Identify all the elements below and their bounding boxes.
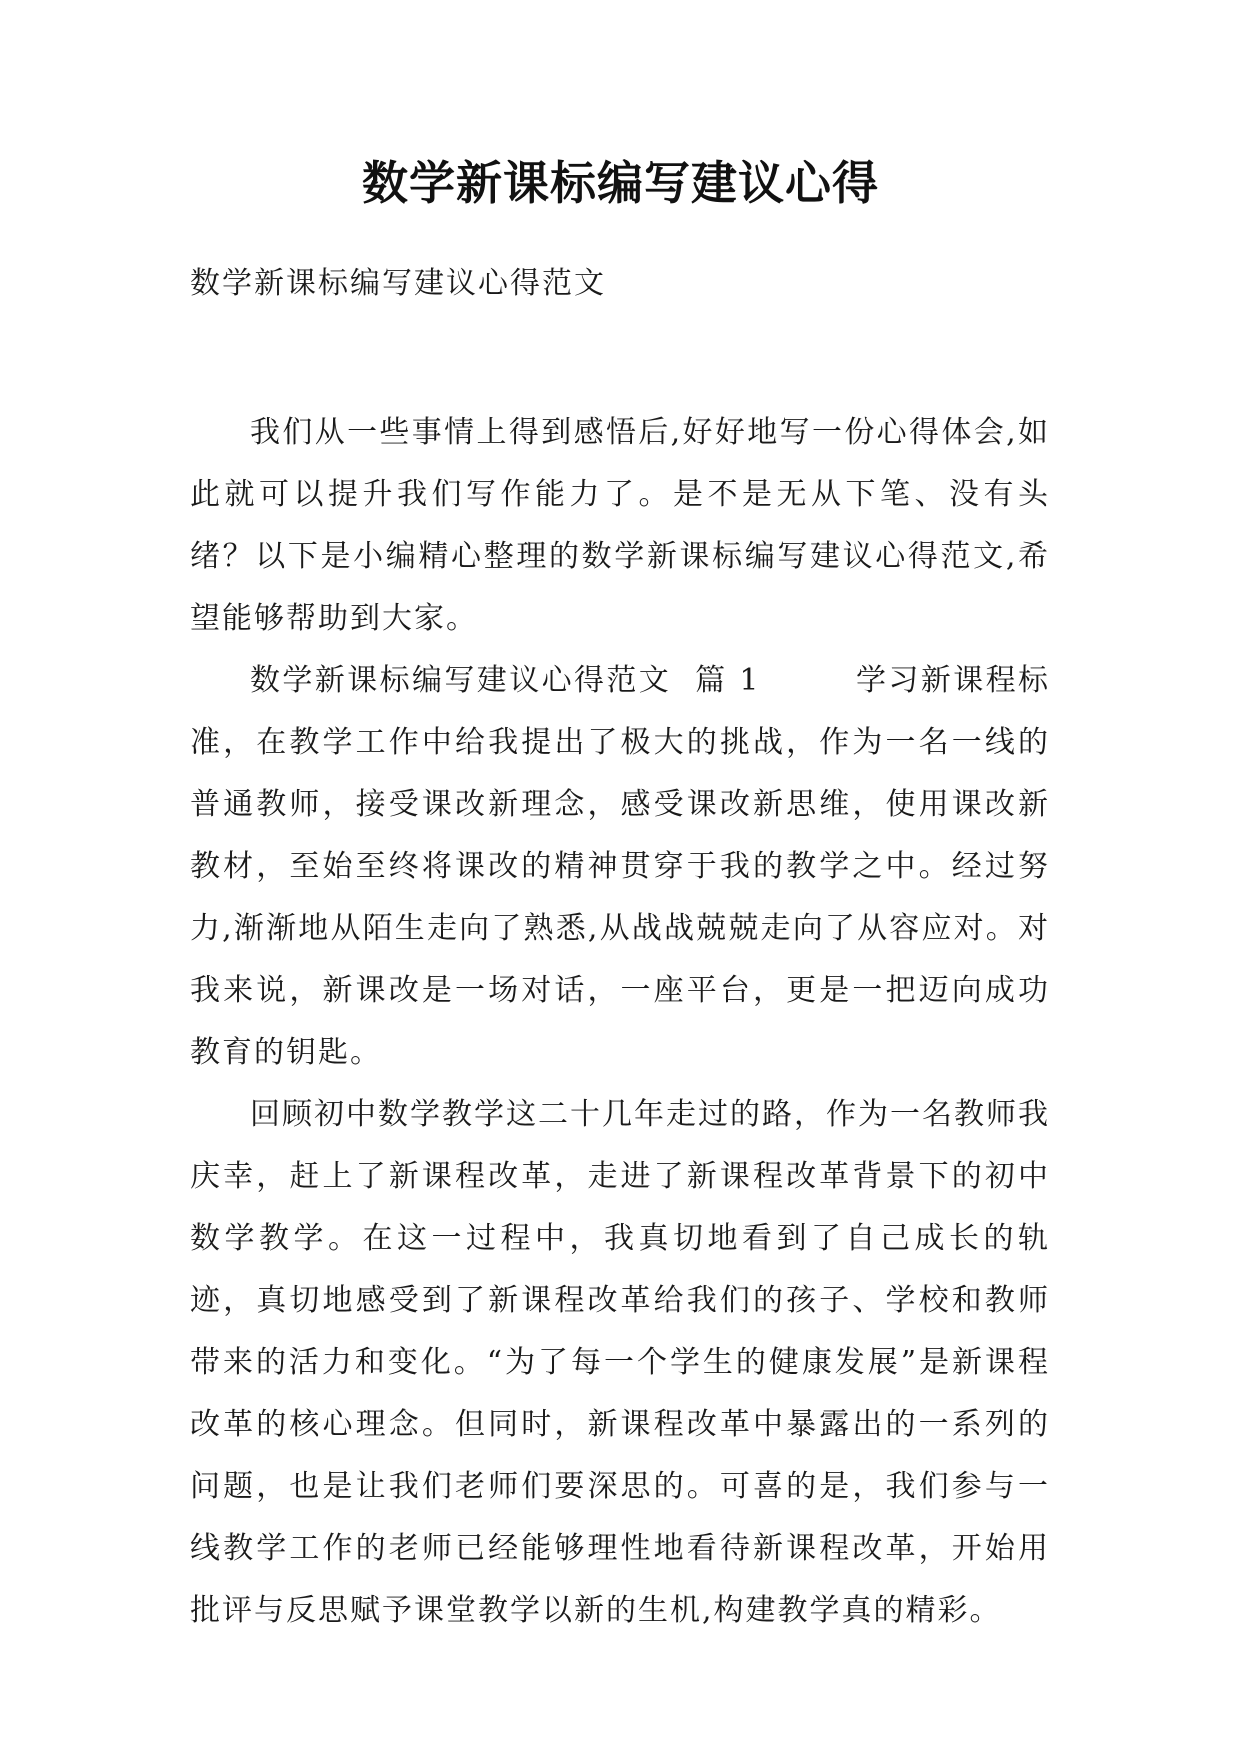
- document-body: [190, 402, 1050, 1642]
- document-subtitle: 数学新课标编写建议心得范文: [190, 266, 606, 301]
- paragraph-article-1: 数学新课标编写建议心得范文 篇 1 学习新课程标准，在教学工作中给我提出了极大的挑战，作为一名一线的普通教师，接受课改新理念，感受课改新思维，使用课改新教材，至始至终将课改的精神贯穿于我的教学之中。经过努力,渐渐地从陌生走向了熟悉,从战战兢兢走向了从容应对。对我来说，新课改是一场对话，一座平台，更是一把迈向成功教育的钥匙。: [190, 663, 1050, 1070]
- paragraph-reflection: 回顾初中数学教学这二十几年走过的路，作为一名教师我庆幸，赶上了新课程改革，走进了新课程改革背景下的初中数学教学。在这一过程中，我真切地看到了自己成长的轨迹，真切地感受到了新课程改革给我们的孩子、学校和教师带来的活力和变化。“为了每一个学生的健康发展”是新课程改革的核心理念。但同时，新课程改革中暴露出的一系列的问题，也是让我们老师们要深思的。可喜的是，我们参与一线教学工作的老师已经能够理性地看待新课程改革，开始用批评与反思赋予课堂教学以新的生机,构建教学真的精彩。: [190, 1097, 1050, 1628]
- document-title: 数学新课标编写建议心得: [362, 156, 879, 210]
- paragraph-intro: 我们从一些事情上得到感悟后,好好地写一份心得体会,如此就可以提升我们写作能力了。是不是无从下笔、没有头绪？以下是小编精心整理的数学新课标编写建议心得范文,希望能够帮助到大家。: [190, 415, 1050, 636]
